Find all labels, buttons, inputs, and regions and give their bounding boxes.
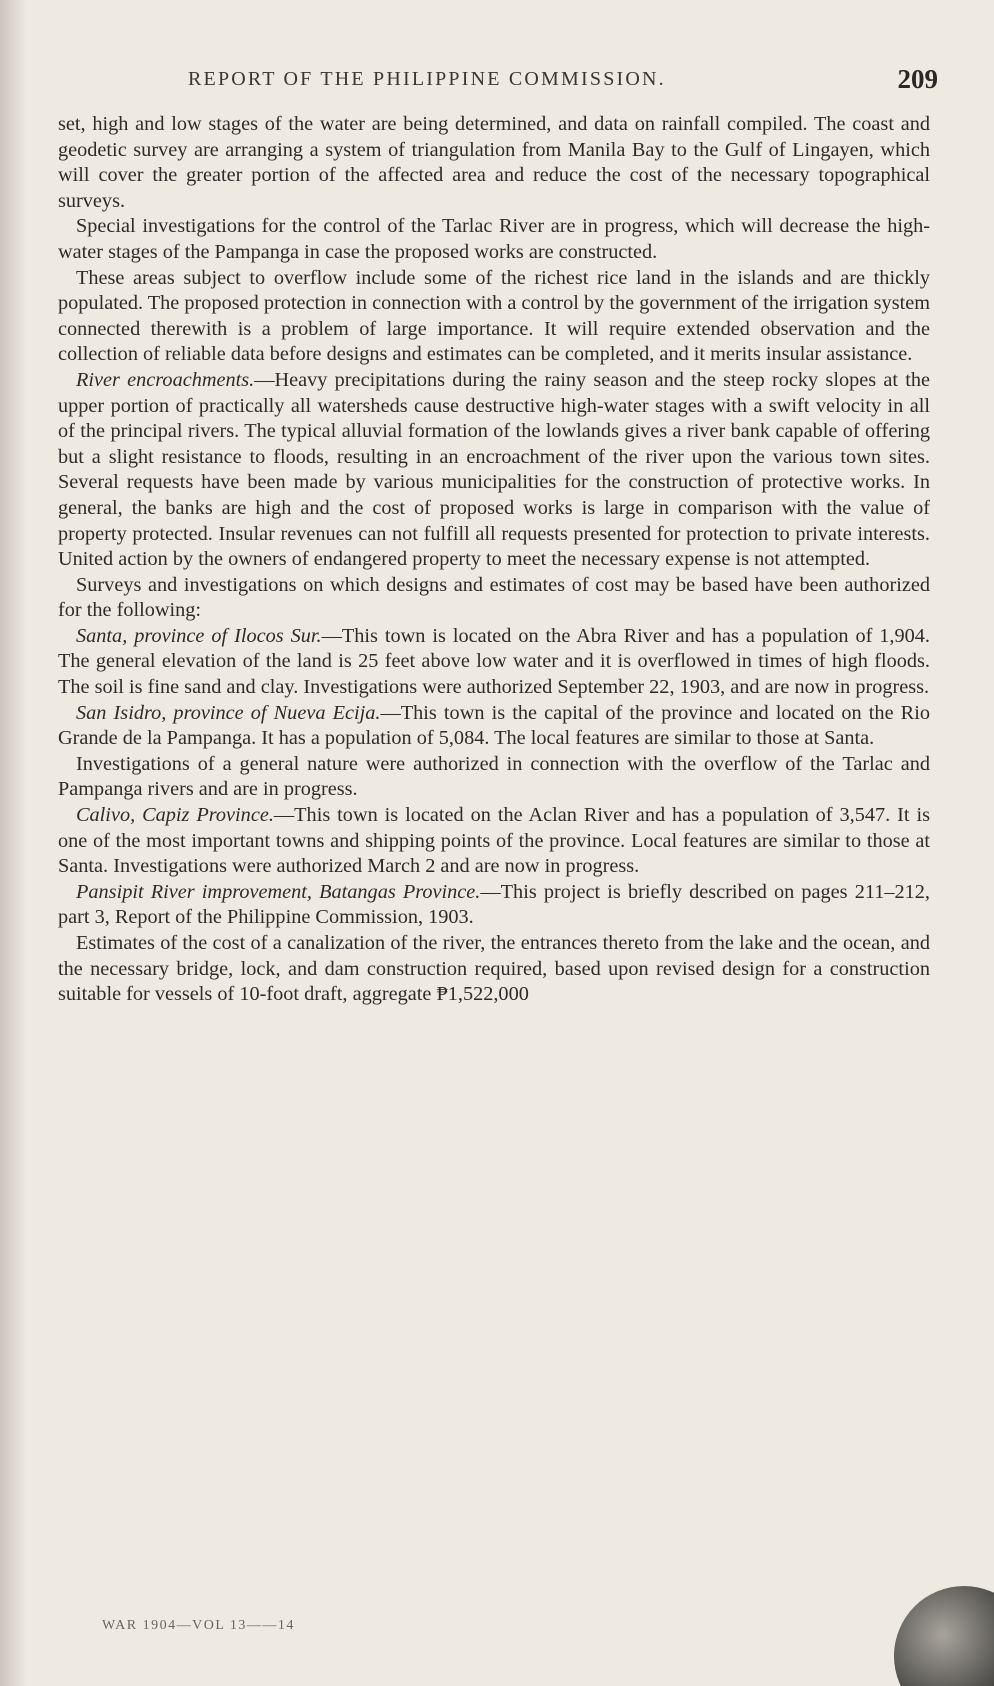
paragraph-text: —This project is briefly described on pages 211–212, part 3, Report of the Philippine Commission, 1903. (58, 880, 930, 929)
paragraph (58, 931, 930, 1008)
paragraph-lead: River encroachments. (76, 368, 255, 391)
paragraph-lead: Pansipit River improvement, Batangas Province. (76, 880, 481, 903)
paragraph (58, 112, 930, 214)
running-head: REPORT OF THE PHILIPPINE COMMISSION. (188, 68, 666, 90)
paragraph-lead: San Isidro, province of Nueva Ecija. (76, 701, 381, 724)
paragraph (58, 803, 930, 880)
page-header (58, 64, 940, 98)
paragraph (58, 573, 930, 624)
paragraph-text: Special investigations for the control of the Tarlac River are in progress, which will decrease the high-water stages of the Pampanga in case the proposed works are constructed. (58, 215, 930, 263)
paragraph-text: set, high and low stages of the water are being determined, and data on rainfall compiled. The coast and geodetic survey are arranging a system of triangulation from Manila Bay to the Gulf of Lingayen, which will cover the greater portion of the affected area and reduce the cost of the necessary topographical surveys. (58, 113, 930, 212)
paragraph-text: These areas subject to overflow include some of the richest rice land in the islands and are thickly populated. The proposed protection in connection with a control by the government of the irrigation system connected therewith is a problem of large importance. It will require extended observation and the collection of reliable data before designs and estimates can be completed, and it merits insular assistance. (58, 266, 930, 366)
paragraph-lead: Calivo, Capiz Province. (76, 804, 274, 827)
paragraph-text: Investigations of a general nature were authorized in connection with the overflow of the Tarlac and Pampanga rivers and are in progress. (58, 752, 930, 801)
paragraph-text: —Heavy precipitations during the rainy season and the steep rocky slopes at the upper portion of practically all watersheds cause destructive high-water stages with a swift velocity in all of the principal rivers. The typical alluvial formation of the lowlands gives a river bank capable of offering but a slight resistance to floods, resulting in an encroachment of the river upon the various town sites. Several requests have been made by various municipalities for the construction of protective works. In general, the banks are high and the cost of proposed works is large in comparison with the value of property protected. Insular revenues can not fulfill all requests presented for protection to private interests. United action by the owners of endangered property to meet the necessary expense is not attempted. (58, 368, 930, 571)
paragraph (58, 368, 930, 573)
paragraph-text: —This town is the capital of the province and located on the Rio Grande de la Pampanga. It has a population of 5,084. The local features are similar to those at Santa. (58, 701, 930, 750)
paragraph-lead: Santa, province of Ilocos Sur. (76, 624, 322, 647)
paragraph-text: —This town is located on the Aclan River and has a population of 3,547. It is one of the most important towns and shipping points of the province. Local features are similar to those at Santa. Investigations were authorized March 2 and are now in progress. (58, 804, 930, 878)
paragraph (58, 214, 930, 265)
scan-edge-shadow (0, 0, 26, 1686)
paragraph (58, 752, 930, 803)
paragraph-text: —This town is located on the Abra River and has a population of 1,904. The general elevation of the land is 25 feet above low water and it is overflowed in times of high floods. The soil is fine sand and clay. Investigations were authorized September 22, 1903, and are now in progress. (58, 624, 930, 699)
paragraph (58, 880, 930, 931)
paragraph (58, 266, 930, 368)
scan-corner-shadow (894, 1586, 994, 1686)
paragraph (58, 624, 930, 701)
paragraph (58, 701, 930, 752)
paragraph-text: Estimates of the cost of a canalization of the river, the entrances thereto from the lake and the ocean, and the necessary bridge, lock, and dam construction required, based upon revised design for a construction suitable for vessels of 10-foot draft, aggregate ₱1,522,000 (58, 932, 930, 1006)
page-number: 209 (897, 64, 938, 94)
paragraph-text: Surveys and investigations on which designs and estimates of cost may be based have been authorized for the following: (58, 573, 930, 622)
signature-mark: WAR 1904—VOL 13——14 (102, 1618, 295, 1633)
body-text (58, 112, 930, 1008)
